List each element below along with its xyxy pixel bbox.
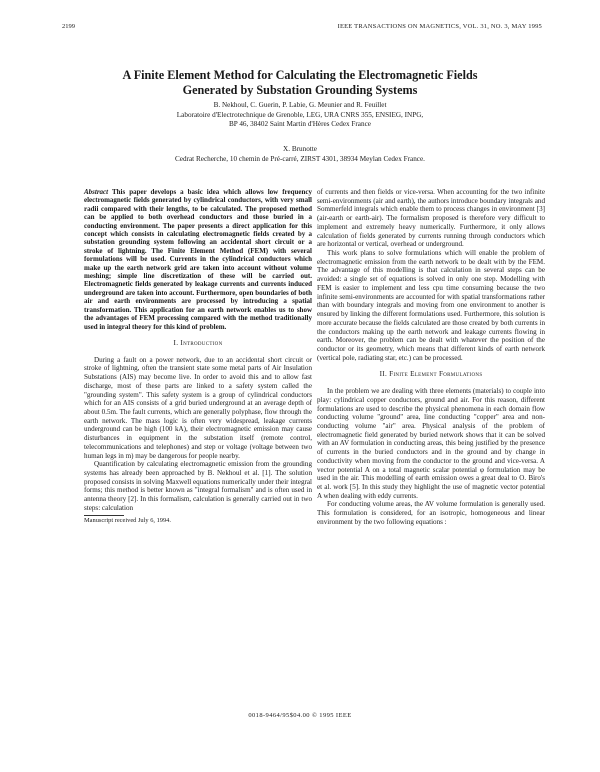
section-heading-introduction: I. Introduction — [173, 338, 223, 347]
affiliation-line-2: BP 46, 38402 Saint Martin d'Hères Cedex France — [229, 120, 371, 128]
second-author: X. Brunotte — [283, 145, 317, 153]
page-number: 2199 — [62, 23, 75, 30]
intro-paragraph-1: During a fault on a power network, due to an accidental short circuit or stroke of lightning, often the transient state some metal parts of Air Insulation Substations (AIS) may become live. In order to avoid this and to allow fast discharge, most of these parts are linked to a safety system called the "grounding system". This safety system is a group of cylindrical conductors which for an AIS consists of a grid buried underground at an average depth of about 0.5m. The fault currents, which are generally polyphase, flow through the earth network. The mass logic is often very widespread, leakage currents underground can be high (100 kA), their electromagnetic emission may cause disturbances in equipment in the substation itself (remote control, telecommunications and telephones) and step or voltage (voltage between two human legs in m) may be dangerous for people nearby. — [84, 355, 312, 460]
section-heading-formulations: II. Finite Element Formulations — [379, 370, 483, 379]
abstract — [84, 188, 312, 331]
right-column — [317, 188, 545, 527]
abstract-label: Abstract — [84, 188, 109, 196]
second-affiliation: Cedrat Recherche, 10 chemin de Pré-carré, ZIRST 4301, 38934 Meylan Cedex France. — [175, 154, 425, 163]
copyright-code: 0018-9464/95$04.00 © 1995 IEEE — [248, 712, 352, 719]
title-line-2: Generated by Substation Grounding Systems — [182, 82, 418, 97]
intro-paragraph-2: Quantification by calculating electromagnetic emission from the grounding systems has already been approached by B. Nekhoul et al. [1]. The solution proposed consists in solving Maxwell equations numerically under their integral forms; this method is better known as "integral formalism" and is often used in antenna theory [2]. In this formalism, calculation is generally carried out in two steps: calculation — [84, 460, 312, 512]
left-column — [84, 188, 312, 525]
right-paragraph-1: of currents and then fields or vice-versa. When accounting for the two infinite semi-environments (air and earth), the authors introduce boundary integrals and Sommerfeld integrals which enable them to process changes in environment [3] (air-earth or earth-air). The formalism proposed is therefore very difficult to implement and extremely heavy numerically. Furthermore, it only allows calculation of fields generated by currents running through conductors which are horizontal or vertical, overhead or underground. — [317, 188, 545, 249]
abstract-text: This paper develops a basic idea which allows low frequency electromagnetic fields generated by cylindrical conductors, with very small radii compared with their lengths, to be calculated. The proposed method can be applied to both overhead conductors and those buried in a conducting environment. The paper presents a direct application for this concept which consists in calculating electromagnetic fields created by a substation grounding system following an accidental short circuit or a stroke of lightning. The Finite Element Method (FEM) with several formulations will be used. Currents in the cylindrical conductors which make up the earth network grid are taken into account without volume meshing; simple line discretization of these will be carried out. Electromagnetic fields generated by leakage currents and currents induced underground are taken into account. Furthermore, open boundaries of both air and earth environments are processed by introducing a spatial transformation. This application for an earth network enables us to show the advantages of FEM processing compared with the method traditionally used in integral theory for this kind of problem. — [84, 188, 313, 331]
title-line-1: A Finite Element Method for Calculating the Electromagnetic Fields — [122, 68, 478, 82]
footnote: Manuscript received July 6, 1994. — [84, 516, 171, 524]
journal-header: IEEE TRANSACTIONS ON MAGNETICS, VOL. 31, NO. 3, MAY 1995 — [337, 23, 542, 30]
footnote-rule — [84, 515, 124, 516]
affiliation-line-1: Laboratoire d'Electrotechnique de Grenoble, LEG, URA CNRS 355, ENSIEG, INPG, — [176, 110, 424, 119]
authors: B. Nekhoul, C. Guerin, P. Labie, G. Meunier and R. Feuillet — [213, 101, 387, 109]
right-paragraph-2: This work plans to solve formulations which will enable the problem of electromagnetic emission from the earth network to be dealt with by the FEM. The advantage of this modelling is that calculation in several steps can be avoided: a single set of equations is solved in only one step. Modelling with FEM is easier to implement and less cpu time consuming because the two infinite semi-environments are accounted for with spatial transformations rather than with boundary integrals and moving from one environment to another is ensured by linking the different formulations used. Furthermore, this solution is more accurate because the fields calculated are those created by both currents in the conductors making up the earth network and leakage currents flowing in earth. Moreover, the problem can be dealt with whatever the position of the conductor or its geometry, which means that different kinds of earth network (vertical pole, radiating star, etc.) can be processed. — [317, 249, 545, 362]
author-block — [40, 101, 560, 130]
paper-title — [40, 68, 560, 97]
right-paragraph-4: For conducting volume areas, the AV volume formulation is generally used. This formulation is considered, for an isotropic, homogeneous and linear environment by the two following equations : — [317, 500, 545, 526]
second-author-block — [40, 145, 560, 164]
right-paragraph-3: In the problem we are dealing with three elements (materials) to couple into play: cylindrical copper conductors, ground and air. For this reason, different formulations are used to describe the physical phenomena in each domain flow conducting volume "ground" area, line conducting "copper" area and non-conducting volume "air" area. Physical analysis of the problem of electromagnetic field generated by buried network shows that it can be solved with an AV formulation in conducting areas, this being justified by the presence of currents in the buried conductors and in the ground and by change in conductivity when moving from the conductor to the ground and vice-versa. A vector potential A on a total magnetic scalar potential φ formulation may be used in the air. This modelling of earth emission owes a great deal to O. Biro's et al. work [5]. In this study they highlight the use of magnetic vector potential A when dealing with eddy currents. — [317, 387, 545, 500]
